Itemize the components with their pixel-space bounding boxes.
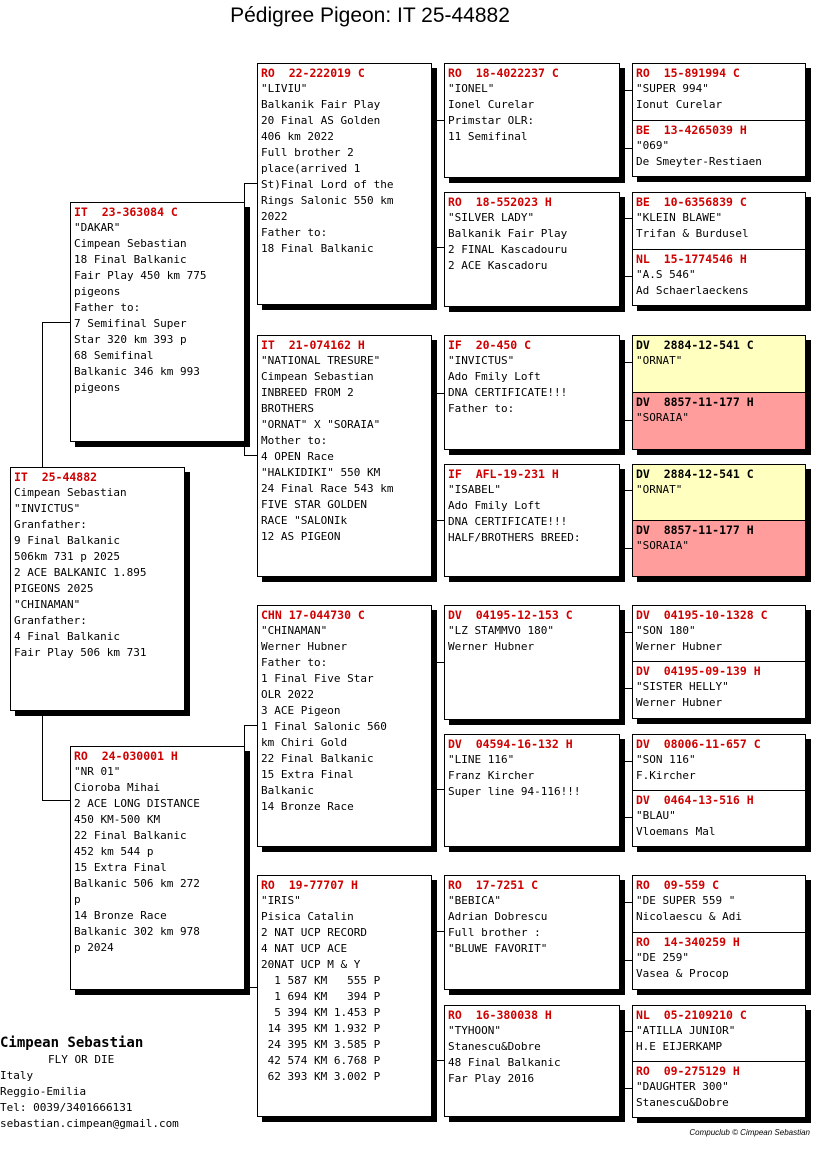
pigeon-card-dam: RO 24-030001 H "NR 01" Cioroba Mihai 2 ACE LONG DISTANCE 450 KM-500 KM 22 Final Balkanic 452 km 544 p 15 Extra Final Balkanic 506 km 272 p 14 Bronze Race Balkanic 302 km 978 p 2024 — [70, 746, 245, 990]
pigeon-card-gg-grandparent: DV 04195-10-1328 C "SON 180" Werner Hubner — [632, 605, 806, 662]
ring-number: RO 09-559 C — [636, 878, 720, 892]
pigeon-card-great-grandparent: RO 18-552023 H "SILVER LADY" Balkanik Fair Play 2 FINAL Kascadouru 2 ACE Kascadoru — [444, 192, 620, 307]
pigeon-card-gg-grandparent: RO 09-559 C "DE SUPER 559 " Nicolaescu & Adi — [632, 875, 806, 933]
pigeon-card-sire: IT 23-363084 C "DAKAR" Cimpean Sebastian 18 Final Balkanic Fair Play 450 km 775 pigeons Father to: 7 Semifinal Super Star 320 km 393 p 68 Semifinal Balkanic 346 km 993 pigeons — [70, 202, 245, 442]
pigeon-card-gg-grandparent: RO 15-891994 C "SUPER 994" Ionut Curelar — [632, 63, 806, 121]
pigeon-card-great-grandparent: RO 17-7251 C "BEBICA" Adrian Dobrescu Full brother : "BLUWE FAVORIT" — [444, 875, 620, 990]
ring-number: RO 14-340259 H — [636, 935, 740, 949]
pigeon-card-great-grandparent: DV 04594-16-132 H "LINE 116" Franz Kircher Super line 94-116!!! — [444, 734, 620, 847]
pigeon-card-great-grandparent: RO 18-4022237 C "IONEL" Ionel Curelar Primstar OLR: 11 Semifinal — [444, 63, 620, 178]
ring-number: IF 20-450 C — [448, 338, 532, 352]
ring-number: RO 24-030001 H — [74, 749, 178, 763]
ring-number: DV 04594-16-132 H — [448, 737, 573, 751]
pigeon-card-gg-grandparent: NL 15-1774546 H "A.S 546" Ad Schaerlaeckens — [632, 249, 806, 306]
pigeon-card-great-grandparent: IF 20-450 C "INVICTUS" Ado Fmily Loft DNA CERTIFICATE!!! Father to: — [444, 335, 620, 450]
pigeon-card-gg-grandparent: RO 14-340259 H "DE 259" Vasea & Procop — [632, 932, 806, 990]
owner-motto: FLY OR DIE — [48, 1053, 115, 1066]
pigeon-card-great-grandparent: DV 04195-12-153 C "LZ STAMMVO 180" Werner Hubner — [444, 605, 620, 720]
ring-number: NL 15-1774546 H — [636, 252, 747, 266]
pigeon-card-great-grandparent: IF AFL-19-231 H "ISABEL" Ado Fmily Loft DNA CERTIFICATE!!! HALF/BROTHERS BREED: — [444, 464, 620, 577]
credit-footer: Compuclub © Cimpean Sebastian — [689, 1128, 810, 1137]
ring-number: DV 8857-11-177 H — [636, 395, 754, 409]
ring-number: RO 18-4022237 C — [448, 66, 559, 80]
owner-email[interactable]: sebastian.cimpean@gmail.com — [0, 1117, 179, 1130]
ring-number: RO 15-891994 C — [636, 66, 740, 80]
page-title: Pédigree Pigeon: IT 25-44882 — [230, 4, 510, 27]
ring-number: DV 8857-11-177 H — [636, 523, 754, 537]
ring-number: DV 04195-12-153 C — [448, 608, 573, 622]
ring-number: IT 25-44882 — [14, 470, 98, 484]
ring-number: BE 10-6356839 C — [636, 195, 747, 209]
ring-number: RO 19-77707 H — [261, 878, 358, 892]
ring-number: DV 04195-10-1328 C — [636, 608, 768, 622]
ring-number: RO 17-7251 C — [448, 878, 539, 892]
pigeon-card-gg-grandparent: DV 8857-11-177 H "SORAIA" — [632, 392, 806, 450]
pigeon-card-gg-grandparent: DV 8857-11-177 H "SORAIA" — [632, 520, 806, 577]
pigeon-card-great-grandparent: RO 16-380038 H "TYHOON" Stanescu&Dobre 48 Final Balkanic Far Play 2016 — [444, 1005, 620, 1117]
ring-number: DV 08006-11-657 C — [636, 737, 761, 751]
ring-number: BE 13-4265039 H — [636, 123, 747, 137]
ring-number: IF AFL-19-231 H — [448, 467, 559, 481]
ring-number: DV 2884-12-541 C — [636, 338, 754, 352]
pigeon-card-gg-grandparent: BE 10-6356839 C "KLEIN BLAWE" Trifan & Burdusel — [632, 192, 806, 250]
ring-number: RO 18-552023 H — [448, 195, 552, 209]
ring-number: CHN 17-044730 C — [261, 608, 365, 622]
pigeon-card-grandparent: RO 19-77707 H "IRIS" Pisica Catalin 2 NAT UCP RECORD 4 NAT UCP ACE 20NAT UCP M & Y 1 587 KM 555 P 1 694 KM 394 P 5 394 KM 1.453 P 14 395 KM 1.932 P 24 395 KM 3.585 P 42 574 KM 6.768 P 62 393 KM 3.002 P — [257, 875, 432, 1117]
ring-number: DV 04195-09-139 H — [636, 664, 761, 678]
owner-country: Italy — [0, 1069, 34, 1082]
owner-name: Cimpean Sebastian — [0, 1035, 144, 1051]
pigeon-card-grandparent: CHN 17-044730 C "CHINAMAN" Werner Hubner Father to: 1 Final Five Star OLR 2022 3 ACE Pigeon 1 Final Salonic 560 km Chiri Gold 22 Final Balkanic 15 Extra Final Balkanic 14 Bronze Race — [257, 605, 432, 847]
ring-number: NL 05-2109210 C — [636, 1008, 747, 1022]
ring-number: IT 21-074162 H — [261, 338, 365, 352]
ring-number: IT 23-363084 C — [74, 205, 178, 219]
pigeon-card-subject: IT 25-44882 Cimpean Sebastian "INVICTUS" Granfather: 9 Final Balkanic 506km 731 p 2025 2 ACE BALKANIC 1.895 PIGEONS 2025 "CHINAMAN" Granfather: 4 Final Balkanic Fair Play 506 km 731 — [10, 467, 185, 711]
pigeon-card-grandparent: IT 21-074162 H "NATIONAL TRESURE" Cimpean Sebastian INBREED FROM 2 BROTHERS "ORNAT" X "SORAIA" Mother to: 4 OPEN Race "HALKIDIKI" 550 KM 24 Final Race 543 km FIVE STAR GOLDEN RACE "SALONIk 12 AS PIGEON — [257, 335, 432, 577]
pigeon-card-gg-grandparent: NL 05-2109210 C "ATILLA JUNIOR" H.E EIJERKAMP — [632, 1005, 806, 1062]
pigeon-card-gg-grandparent: DV 2884-12-541 C "ORNAT" — [632, 464, 806, 521]
pigeon-card-gg-grandparent: DV 2884-12-541 C "ORNAT" — [632, 335, 806, 393]
ring-number: RO 09-275129 H — [636, 1064, 740, 1078]
pigeon-card-gg-grandparent: DV 04195-09-139 H "SISTER HELLY" Werner Hubner — [632, 661, 806, 719]
pigeon-card-gg-grandparent: DV 08006-11-657 C "SON 116" F.Kircher — [632, 734, 806, 791]
ring-number: DV 0464-13-516 H — [636, 793, 754, 807]
owner-phone: Tel: 0039/3401666131 — [0, 1101, 133, 1114]
pigeon-card-gg-grandparent: RO 09-275129 H "DAUGHTER 300" Stanescu&Dobre — [632, 1061, 806, 1118]
ring-number: RO 22-222019 C — [261, 66, 365, 80]
ring-number: DV 2884-12-541 C — [636, 467, 754, 481]
owner-info — [0, 1034, 250, 1132]
owner-region: Reggio-Emilia — [0, 1085, 87, 1098]
pigeon-card-grandparent: RO 22-222019 C "LIVIU" Balkanik Fair Play 20 Final AS Golden 406 km 2022 Full brother 2 place(arrived 1 St)Final Lord of the Rings Salonic 550 km 2022 Father to: 18 Final Balkanic — [257, 63, 432, 305]
pigeon-card-gg-grandparent: BE 13-4265039 H "069" De Smeyter-Restiaen — [632, 120, 806, 177]
ring-number: RO 16-380038 H — [448, 1008, 552, 1022]
pigeon-card-gg-grandparent: DV 0464-13-516 H "BLAU" Vloemans Mal — [632, 790, 806, 847]
